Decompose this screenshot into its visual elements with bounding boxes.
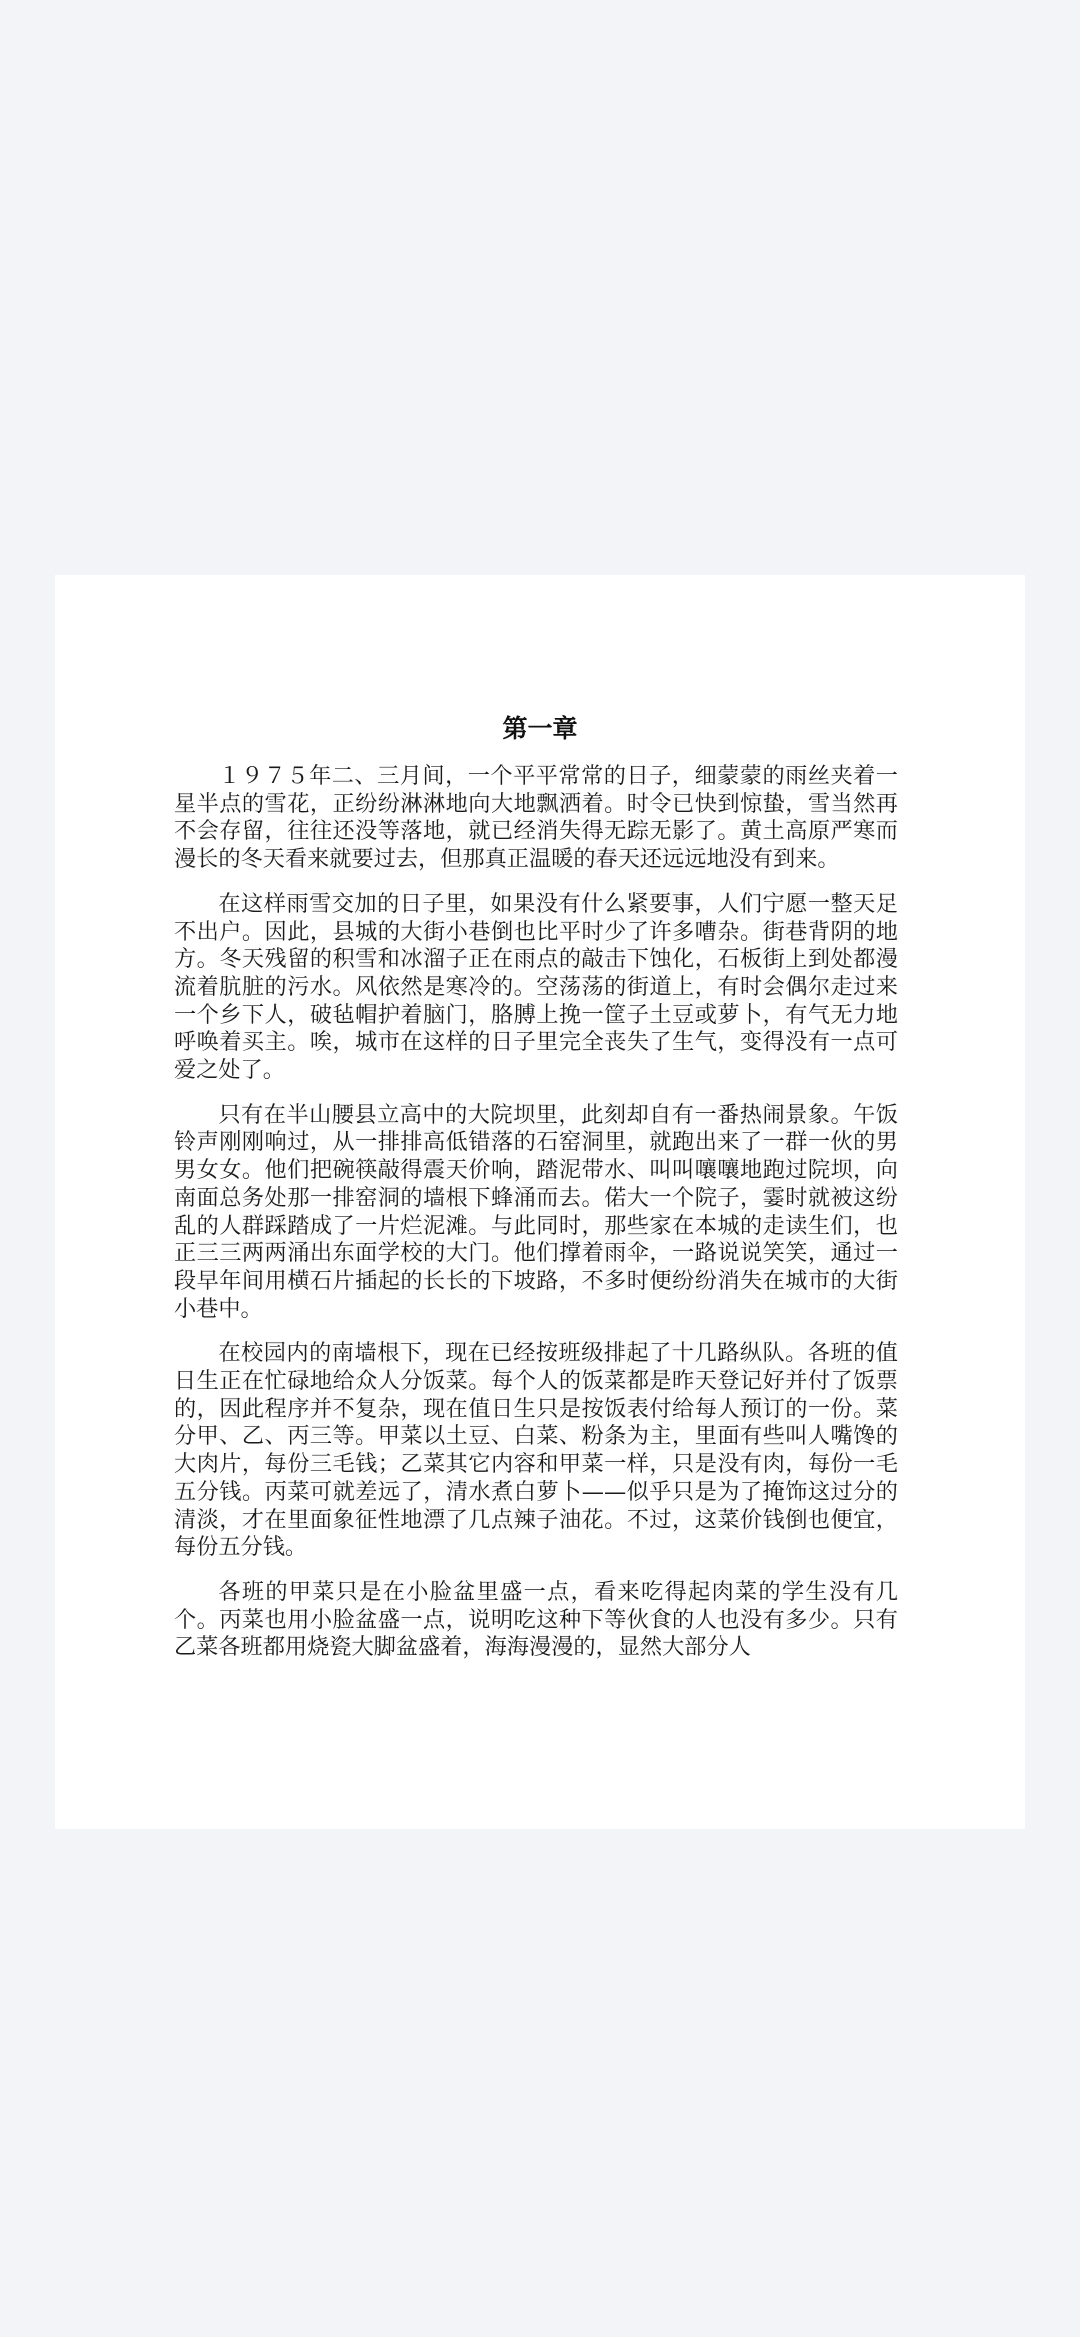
- document-page: [55, 575, 1025, 1829]
- paragraph-4: 在校园内的南墙根下，现在已经按班级排起了十几路纵队。各班的值日生正在忙碌地给众人分饭菜。每个人的饭菜都是昨天登记好并付了饭票的，因此程序并不复杂，现在值日生只是按饭表付给每人预订的一份。菜分甲、乙、丙三等。甲菜以土豆、白菜、粉条为主，里面有些叫人嘴馋的大肉片，每份三毛钱；乙菜其它内容和甲菜一样，只是没有肉，每份一毛五分钱。丙菜可就差远了，清水煮白萝卜——似乎只是为了掩饰这过分的清淡，才在里面象征性地漂了几点辣子油花。不过，这菜价钱倒也便宜，每份五分钱。: [174, 1340, 898, 1561]
- chapter-title: 第一章: [502, 714, 578, 743]
- paragraph-3: 只有在半山腰县立高中的大院坝里，此刻却自有一番热闹景象。午饭铃声刚刚响过，从一排排高低错落的石窑洞里，就跑出来了一群一伙的男男女女。他们把碗筷敲得震天价响，踏泥带水、叫叫嚷嚷地跑过院坝，向南面总务处那一排窑洞的墙根下蜂涌而去。偌大一个院子，霎时就被这纷乱的人群踩踏成了一片烂泥滩。与此同时，那些家在本城的走读生们，也正三三两两涌出东面学校的大门。他们撑着雨伞，一路说说笑笑，通过一段早年间用横石片插起的长长的下坡路，不多时便纷纷消失在城市的大街小巷中。: [174, 1101, 898, 1322]
- paragraph-1: １９７５年二、三月间，一个平平常常的日子，细蒙蒙的雨丝夹着一星半点的雪花，正纷纷淋淋地向大地飘洒着。时令已快到惊蛰，雪当然再不会存留，往往还没等落地，就已经消失得无踪无影了。黄土高原严寒而漫长的冬天看来就要过去，但那真正温暖的春天还远远地没有到来。: [174, 763, 898, 873]
- chapter-body: [174, 763, 898, 1679]
- paragraph-5: 各班的甲菜只是在小脸盆里盛一点，看来吃得起肉菜的学生没有几个。丙菜也用小脸盆盛一点，说明吃这种下等伙食的人也没有多少。只有乙菜各班都用烧瓷大脚盆盛着，海海漫漫的，显然大部分人: [174, 1578, 898, 1661]
- paragraph-2: 在这样雨雪交加的日子里，如果没有什么紧要事，人们宁愿一整天足不出户。因此，县城的大街小巷倒也比平时少了许多嘈杂。街巷背阴的地方。冬天残留的积雪和冰溜子正在雨点的敲击下蚀化，石板街上到处都漫流着肮脏的污水。风依然是寒冷的。空荡荡的街道上，有时会偶尔走过来一个乡下人，破毡帽护着脑门，胳膊上挽一筐子土豆或萝卜，有气无力地呼唤着买主。唉，城市在这样的日子里完全丧失了生气，变得没有一点可爱之处了。: [174, 890, 898, 1084]
